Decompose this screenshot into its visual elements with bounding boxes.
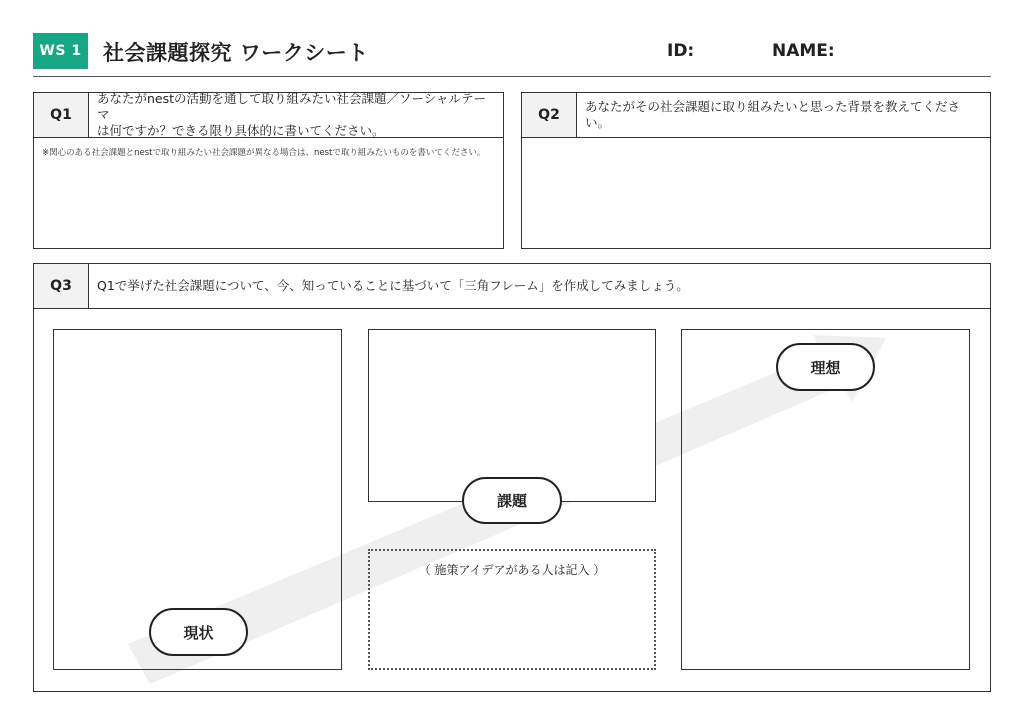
q3-question: Q1で挙げた社会課題について、今、知っていることに基づいて「三角フレーム」を作成してみましょう。 <box>97 278 689 293</box>
ideal-label: 理想 <box>776 343 875 391</box>
idea-area[interactable] <box>368 549 656 670</box>
current-state-label: 現状 <box>149 608 248 656</box>
idea-area-note: （ 施策アイデアがある人は記入 ） <box>418 563 606 577</box>
id-label: ID: <box>667 41 695 61</box>
q2-question: あなたがその社会課題に取り組みたいと思った背景を教えてください。 <box>585 99 961 130</box>
q2-number: Q2 <box>522 93 577 137</box>
worksheet-badge: WS 1 <box>33 33 88 69</box>
q1-question-line2: は何ですか？できる限り具体的に書いてください。 <box>97 123 385 138</box>
q3-number: Q3 <box>34 264 89 308</box>
q1-note: ※関心のある社会課題とnestで取り組みたい社会課題が異なる場合は、nestで取り組みたいものを書いてください。 <box>42 148 486 158</box>
q1-question-line1: あなたがnestの活動を通して取り組みたい社会課題／ソーシャルテーマ <box>97 91 487 122</box>
q1-number: Q1 <box>34 93 89 137</box>
page-title: 社会課題探究 ワークシート <box>103 41 369 65</box>
issue-label: 課題 <box>462 477 562 524</box>
name-label: NAME: <box>772 41 835 61</box>
